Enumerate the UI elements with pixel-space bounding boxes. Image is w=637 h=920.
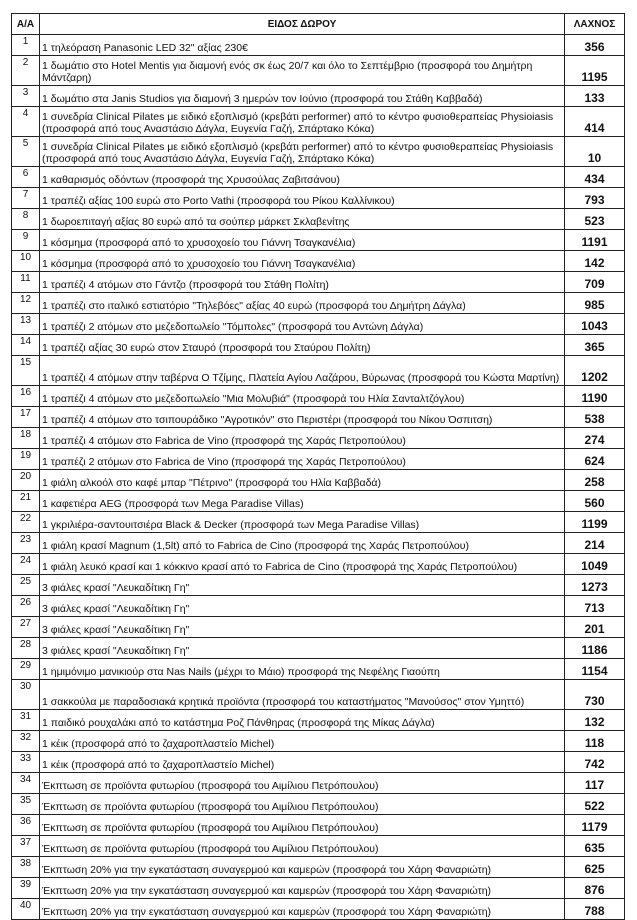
table-row (12, 86, 625, 107)
gift-description: 1 κόσμημα (προσφορά από το χρυσοχοείο του Γιάννη Τσαγκανέλια) (40, 251, 565, 272)
table-row (12, 638, 625, 659)
gift-description: 1 γκριλιέρα-σαντουιτσιέρα Black & Decker (προσφορά των Mega Paradise Villas) (40, 512, 565, 533)
row-number: 13 (12, 314, 40, 335)
ticket-number: 365 (565, 335, 625, 356)
ticket-number: 133 (565, 86, 625, 107)
row-number: 32 (12, 731, 40, 752)
gift-description: 1 φιάλη αλκοόλ στο καφέ μπαρ "Πέτρινο" (προσφορά του Ηλία Καββαδά) (40, 470, 565, 491)
row-number: 37 (12, 836, 40, 857)
ticket-number: 788 (565, 899, 625, 920)
row-number: 40 (12, 899, 40, 920)
ticket-number: 1199 (565, 512, 625, 533)
ticket-number: 214 (565, 533, 625, 554)
ticket-number: 1179 (565, 815, 625, 836)
ticket-number: 434 (565, 167, 625, 188)
table-row (12, 617, 625, 638)
header-number: Α/Α (12, 14, 40, 35)
gift-description: 1 τηλεόραση Panasonic LED 32" αξίας 230€ (40, 35, 565, 56)
ticket-number: 142 (565, 251, 625, 272)
table-row (12, 794, 625, 815)
table-row (12, 533, 625, 554)
ticket-number: 132 (565, 710, 625, 731)
row-number: 24 (12, 554, 40, 575)
table-row (12, 272, 625, 293)
gift-description: 3 φιάλες κρασί "Λευκαδίτικη Γη" (40, 617, 565, 638)
ticket-number: 793 (565, 188, 625, 209)
table-row (12, 386, 625, 407)
ticket-number: 713 (565, 596, 625, 617)
table-row (12, 857, 625, 878)
table-row (12, 512, 625, 533)
gift-description: 1 δωμάτιο στα Janis Studios για διαμονή 3 ημερών τον Ιούνιο (προσφορά του Στάθη Καββαδά) (40, 86, 565, 107)
table-row (12, 773, 625, 794)
header-row (12, 14, 625, 35)
row-number: 8 (12, 209, 40, 230)
table-row (12, 470, 625, 491)
row-number: 29 (12, 659, 40, 680)
gift-description: 1 φιάλη κρασί Magnum (1,5lt) από το Fabrica de Cino (προσφορά της Χαράς Πετροπούλου) (40, 533, 565, 554)
row-number: 16 (12, 386, 40, 407)
table-row (12, 230, 625, 251)
gift-description: Έκπτωση σε προϊόντα φυτωρίου (προσφορά του Αιμίλιου Πετρόπουλου) (40, 815, 565, 836)
row-number: 39 (12, 878, 40, 899)
row-number: 22 (12, 512, 40, 533)
ticket-number: 1191 (565, 230, 625, 251)
gift-description: 1 τραπέζι 4 ατόμων στο μεζεδοπωλείο "Μια Μολυβιά" (προσφορά του Ηλία Σανταλτζόγλου) (40, 386, 565, 407)
row-number: 10 (12, 251, 40, 272)
table-row (12, 314, 625, 335)
ticket-number: 414 (565, 107, 625, 137)
ticket-number: 730 (565, 680, 625, 710)
table-row (12, 209, 625, 230)
gift-description: 1 σακκούλα με παραδοσιακά κρητικά προϊόντα (προσφορά του καταστήματος "Μανούσος" στον Υμηττό) (40, 680, 565, 710)
ticket-number: 117 (565, 773, 625, 794)
gift-description: 1 τραπέζι αξίας 100 ευρώ στο Porto Vathi (προσφορά του Ρίκου Καλλίνικου) (40, 188, 565, 209)
gift-description: 1 τραπέζι 2 ατόμων στο Fabrica de Vino (προσφορά της Χαράς Πετροπούλου) (40, 449, 565, 470)
row-number: 6 (12, 167, 40, 188)
table-row (12, 710, 625, 731)
ticket-number: 876 (565, 878, 625, 899)
ticket-number: 624 (565, 449, 625, 470)
table-row (12, 167, 625, 188)
table-row (12, 107, 625, 137)
row-number: 18 (12, 428, 40, 449)
table-row (12, 251, 625, 272)
row-number: 14 (12, 335, 40, 356)
ticket-number: 10 (565, 137, 625, 167)
table-row (12, 878, 625, 899)
ticket-number: 742 (565, 752, 625, 773)
gift-description: 1 παιδικό ρουχαλάκι από το κατάστημα Ροζ Πάνθηρας (προσφορά της Μίκας Δάγλα) (40, 710, 565, 731)
row-number: 27 (12, 617, 40, 638)
ticket-number: 201 (565, 617, 625, 638)
gift-description: 1 τραπέζι 4 ατόμων στο Γάντζο (προσφορά του Στάθη Πολίτη) (40, 272, 565, 293)
gift-description: 1 καθαρισμός οδόντων (προσφορά της Χρυσούλας Ζαβιτσάνου) (40, 167, 565, 188)
row-number: 21 (12, 491, 40, 512)
row-number: 31 (12, 710, 40, 731)
table-row (12, 575, 625, 596)
row-number: 12 (12, 293, 40, 314)
ticket-number: 1195 (565, 56, 625, 86)
row-number: 35 (12, 794, 40, 815)
row-number: 28 (12, 638, 40, 659)
gift-description: 1 συνεδρία Clinical Pilates με ειδικό εξοπλισμό (κρεβάτι performer) από το κέντρο φυσιοθεραπείας Physioiasis (προσφορά από τους Αναστάσιο Δάγλα, Ευγενία Γαζή, Σπάρτακο Κόκα) (40, 137, 565, 167)
gift-description: Έκπτωση σε προϊόντα φυτωρίου (προσφορά του Αιμίλιου Πετρόπουλου) (40, 794, 565, 815)
table-row (12, 137, 625, 167)
table-row (12, 554, 625, 575)
table-row (12, 428, 625, 449)
gift-description: Έκπτωση σε προϊόντα φυτωρίου (προσφορά του Αιμίλιου Πετρόπουλου) (40, 836, 565, 857)
header-gift-type: ΕΙΔΟΣ ΔΩΡΟΥ (40, 14, 565, 35)
table-row (12, 35, 625, 56)
table-row (12, 356, 625, 386)
gift-description: 1 ημιμόνιμο μανικιούρ στα Nas Nails (μέχρι το Μάιο) προσφορά της Νεφέλης Γιαούπη (40, 659, 565, 680)
ticket-number: 1154 (565, 659, 625, 680)
table-row (12, 836, 625, 857)
table-row (12, 449, 625, 470)
row-number: 30 (12, 680, 40, 710)
row-number: 4 (12, 107, 40, 137)
ticket-number: 538 (565, 407, 625, 428)
gift-description: Έκπτωση 20% για την εγκατάσταση συναγερμού και καμερών (προσφορά του Χάρη Φαναριώτη) (40, 878, 565, 899)
gift-description: 1 τραπέζι 2 ατόμων στο μεζεδοπωλείο "Τόμπολες" (προσφορά του Αντώνη Δάγλα) (40, 314, 565, 335)
table-row (12, 899, 625, 920)
table-row (12, 815, 625, 836)
gift-description: 1 κέικ (προσφορά από το ζαχαροπλαστείο Michel) (40, 731, 565, 752)
prize-table (11, 13, 625, 920)
row-number: 36 (12, 815, 40, 836)
ticket-number: 118 (565, 731, 625, 752)
gift-description: 3 φιάλες κρασί "Λευκαδίτικη Γη" (40, 575, 565, 596)
row-number: 34 (12, 773, 40, 794)
gift-description: 1 δωροεπιταγή αξίας 80 ευρώ από τα σούπερ μάρκετ Σκλαβενίτης (40, 209, 565, 230)
row-number: 25 (12, 575, 40, 596)
gift-description: 3 φιάλες κρασί "Λευκαδίτικη Γη" (40, 596, 565, 617)
gift-description: 1 δωμάτιο στο Hotel Mentis για διαμονή ενός σκ έως 20/7 και όλο το Σεπτέμβριο (προσφορά του Δημήτρη Μάντζαρη) (40, 56, 565, 86)
gift-description: Έκπτωση 20% για την εγκατάσταση συναγερμού και καμερών (προσφορά του Χάρη Φαναριώτη) (40, 857, 565, 878)
table-row (12, 491, 625, 512)
ticket-number: 522 (565, 794, 625, 815)
table-row (12, 56, 625, 86)
row-number: 3 (12, 86, 40, 107)
gift-description: 1 τραπέζι στο ιταλικό εστιατόριο "Τηλεβόες" αξίας 40 ευρώ (προσφορά του Δημήτρη Δάγλα) (40, 293, 565, 314)
gift-description: Έκπτωση 20% για την εγκατάσταση συναγερμού και καμερών (προσφορά του Χάρη Φαναριώτη) (40, 899, 565, 920)
row-number: 17 (12, 407, 40, 428)
ticket-number: 625 (565, 857, 625, 878)
table-row (12, 680, 625, 710)
table-row (12, 752, 625, 773)
table-row (12, 731, 625, 752)
table-row (12, 335, 625, 356)
row-number: 11 (12, 272, 40, 293)
ticket-number: 258 (565, 470, 625, 491)
table-row (12, 659, 625, 680)
ticket-number: 523 (565, 209, 625, 230)
ticket-number: 1202 (565, 356, 625, 386)
gift-description: 1 συνεδρία Clinical Pilates με ειδικό εξοπλισμό (κρεβάτι performer) από το κέντρο φυσιοθεραπείας Physioiasis (προσφορά από τους Αναστάσιο Δάγλα, Ευγενία Γαζή, Σπάρτακο Κόκα) (40, 107, 565, 137)
ticket-number: 1186 (565, 638, 625, 659)
gift-description: 3 φιάλες κρασί "Λευκαδίτικη Γη" (40, 638, 565, 659)
ticket-number: 1049 (565, 554, 625, 575)
gift-description: 1 τραπέζι 4 ατόμων στην ταβέρνα Ο Τζίμης, Πλατεία Αγίου Λαζάρου, Βύρωνας (προσφορά του Κώστα Μαρτίνη) (40, 356, 565, 386)
row-number: 23 (12, 533, 40, 554)
ticket-number: 1043 (565, 314, 625, 335)
row-number: 15 (12, 356, 40, 386)
gift-description: 1 κόσμημα (προσφορά από το χρυσοχοείο του Γιάννη Τσαγκανέλια) (40, 230, 565, 251)
gift-description: 1 κέικ (προσφορά από το ζαχαροπλαστείο Michel) (40, 752, 565, 773)
ticket-number: 635 (565, 836, 625, 857)
row-number: 20 (12, 470, 40, 491)
row-number: 2 (12, 56, 40, 86)
prize-rows (12, 35, 625, 920)
ticket-number: 985 (565, 293, 625, 314)
gift-description: Έκπτωση σε προϊόντα φυτωρίου (προσφορά του Αιμίλιου Πετρόπουλου) (40, 773, 565, 794)
row-number: 38 (12, 857, 40, 878)
ticket-number: 709 (565, 272, 625, 293)
gift-description: 1 τραπέζι αξίας 30 ευρώ στον Σταυρό (προσφορά του Σταύρου Πολίτη) (40, 335, 565, 356)
row-number: 33 (12, 752, 40, 773)
ticket-number: 274 (565, 428, 625, 449)
gift-description: 1 τραπέζι 4 ατόμων στο Fabrica de Vino (προσφορά της Χαράς Πετροπούλου) (40, 428, 565, 449)
ticket-number: 560 (565, 491, 625, 512)
gift-description: 1 καφετιέρα AEG (προσφορά των Mega Paradise Villas) (40, 491, 565, 512)
gift-description: 1 τραπέζι 4 ατόμων στο τσιπουράδικο "Αγροτικόν" στο Περιστέρι (προσφορά του Νίκου Όσπιτση) (40, 407, 565, 428)
ticket-number: 1273 (565, 575, 625, 596)
header-ticket: ΛΑΧΝΟΣ (565, 14, 625, 35)
table-row (12, 188, 625, 209)
table-row (12, 293, 625, 314)
row-number: 5 (12, 137, 40, 167)
row-number: 26 (12, 596, 40, 617)
row-number: 9 (12, 230, 40, 251)
row-number: 1 (12, 35, 40, 56)
table-row (12, 407, 625, 428)
ticket-number: 356 (565, 35, 625, 56)
gift-description: 1 φιάλη λευκό κρασί και 1 κόκκινο κρασί από το Fabrica de Cino (προσφορά της Χαράς Πετροπούλου) (40, 554, 565, 575)
row-number: 7 (12, 188, 40, 209)
row-number: 19 (12, 449, 40, 470)
table-row (12, 596, 625, 617)
ticket-number: 1190 (565, 386, 625, 407)
